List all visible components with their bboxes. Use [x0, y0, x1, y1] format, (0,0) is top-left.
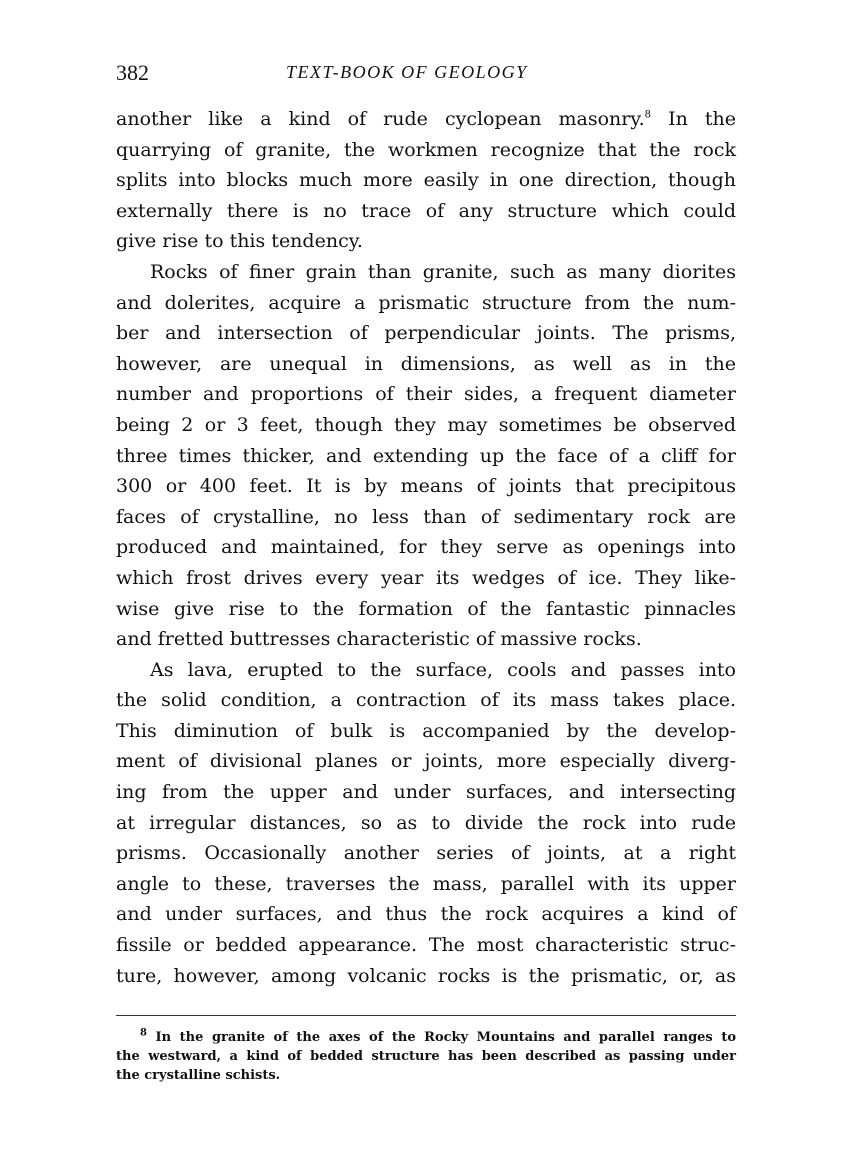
page-number: 382: [116, 60, 149, 85]
text-line: which frost drives every year its wedges of ice. They like-: [116, 566, 736, 589]
text-line: 300 or 400 feet. It is by means of joints that precipitous: [116, 475, 736, 498]
text-line: This diminution of bulk is accompanied by the develop-: [116, 719, 736, 742]
body-text: [116, 104, 736, 991]
text-line: produced and maintained, for they serve as openings into: [116, 536, 736, 559]
text-line: however, are unequal in dimensions, as well as in the: [116, 352, 736, 375]
footnote: [116, 1028, 736, 1085]
text-line: ber and intersection of perpendicular joints. The prisms,: [116, 322, 736, 345]
paragraph-start-line: Rocks of finer grain than granite, such as many diorites: [150, 260, 736, 283]
text-line: ing from the upper and under surfaces, and intersecting: [116, 781, 736, 804]
text-line: ment of divisional planes or joints, more especially diverg-: [116, 750, 736, 773]
paragraph-start-line: As lava, erupted to the surface, cools and passes into: [150, 658, 736, 681]
text-line: number and proportions of their sides, a frequent diameter: [116, 383, 736, 406]
footnote-line: [116, 1028, 736, 1047]
text-line: faces of crystalline, no less than of sedimentary rock are: [116, 505, 736, 528]
text-line: the solid condition, a contraction of its mass takes place.: [116, 689, 736, 712]
text-line: give rise to this tendency.: [116, 230, 363, 253]
footnote-line: the westward, a kind of bedded structure has been described as passing under: [116, 1049, 736, 1064]
text-line: being 2 or 3 feet, though they may sometimes be observed: [116, 413, 736, 436]
footnote-line-content: In the granite of the axes of the Rocky Mountains and parallel ranges to: [155, 1030, 736, 1045]
text-line: and under surfaces, and thus the rock acquires a kind of: [116, 903, 736, 926]
footnote-reference: 8: [644, 109, 652, 121]
text-line: at irregular distances, so as to divide the rock into rude: [116, 811, 736, 834]
text-line: [116, 104, 736, 135]
text-line-content: another like a kind of rude cyclopean masonry.: [116, 108, 645, 130]
running-head: TEXT-BOOK OF GEOLOGY: [286, 62, 528, 82]
text-line: wise give rise to the formation of the fantastic pinnacles: [116, 597, 736, 620]
text-line: and dolerites, acquire a prismatic structure from the num-: [116, 291, 736, 314]
text-line: angle to these, traverses the mass, parallel with its upper: [116, 872, 736, 895]
text-line: quarrying of granite, the workmen recognize that the rock: [116, 138, 736, 161]
text-line: ture, however, among volcanic rocks is the prismatic, or, as: [116, 964, 736, 987]
text-line: fissile or bedded appearance. The most characteristic struc-: [116, 934, 736, 957]
text-line: externally there is no trace of any structure which could: [116, 199, 736, 222]
page-header: [116, 60, 736, 90]
text-line: prisms. Occasionally another series of joints, at a right: [116, 842, 736, 865]
text-line: and fretted buttresses characteristic of massive rocks.: [116, 628, 642, 651]
footnote-marker: 8: [140, 1027, 147, 1039]
text-line-content: In the: [668, 108, 736, 130]
text-line: splits into blocks much more easily in one direction, though: [116, 169, 736, 192]
text-line: three times thicker, and extending up the face of a cliff for: [116, 444, 736, 467]
footnote-line: the crystalline schists.: [116, 1068, 281, 1083]
footnote-divider: [116, 1015, 736, 1016]
